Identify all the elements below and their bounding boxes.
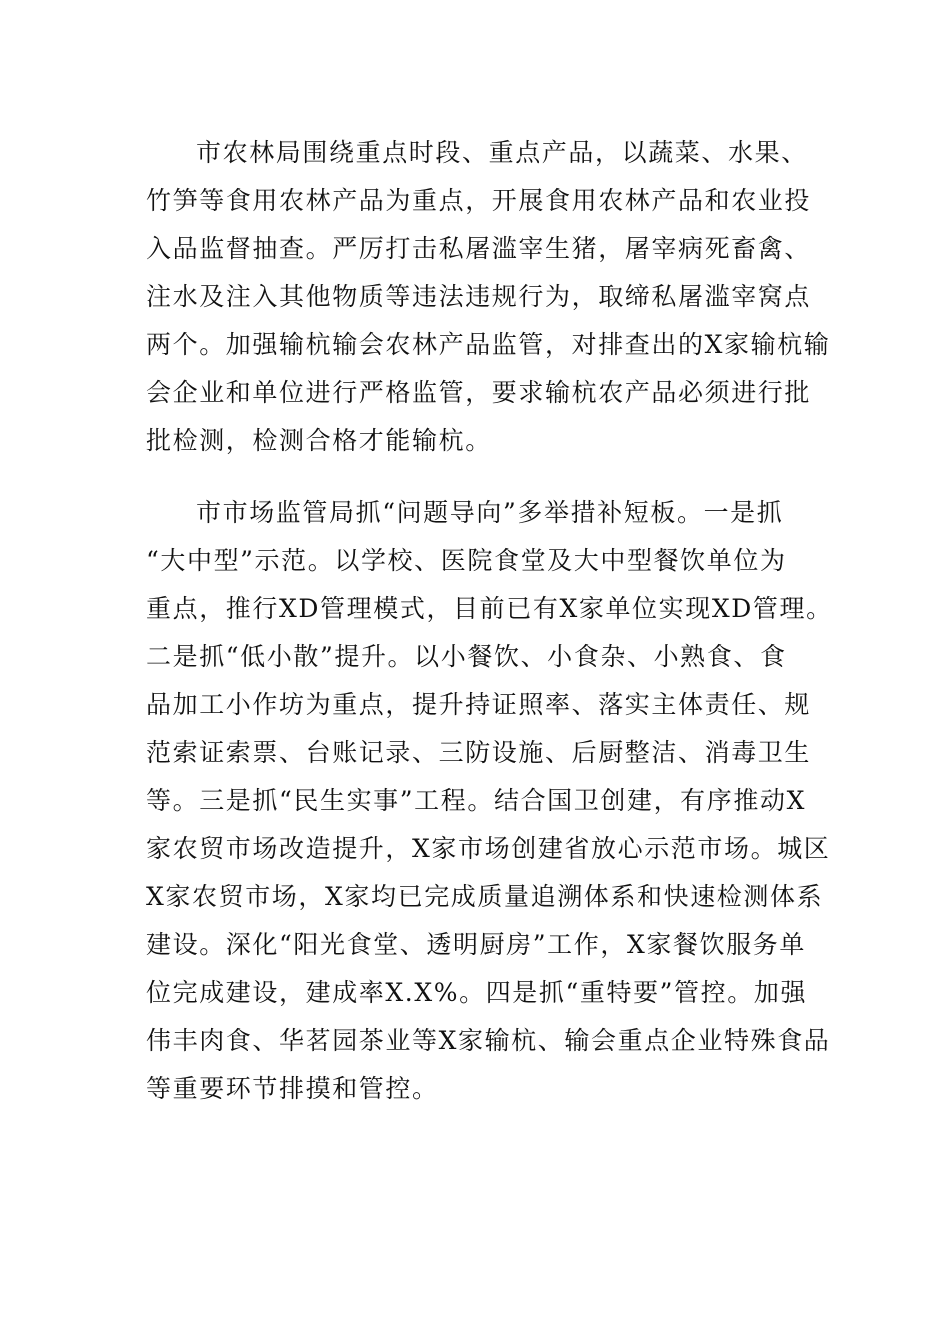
paragraph-line: “大中型”示范。以学校、医院食堂及大中型餐饮单位为 (146, 546, 787, 575)
paragraph-line: X家农贸市场，X家均已完成质量追溯体系和快速检测体系 (146, 882, 824, 911)
paragraph-line: 重点，推行XD管理模式，目前已有X家单位实现XD管理。 (146, 594, 833, 623)
paragraph-line: 入品监督抽查。严厉打击私屠滥宰生猪，屠宰病死畜禽、 (146, 234, 812, 263)
paragraph-line: 市农林局围绕重点时段、重点产品，以蔬菜、水果、 (196, 138, 808, 167)
paragraph-line: 两个。加强输杭输会农林产品监管，对排查出的X家输杭输 (146, 330, 831, 359)
paragraph-line: 位完成建设，建成率X.X%。四是抓“重特要”管控。加强 (146, 978, 808, 1007)
paragraph-line: 批检测，检测合格才能输杭。 (146, 426, 492, 455)
paragraph-line: 等。三是抓“民生实事”工程。结合国卫创建，有序推动X (146, 786, 806, 815)
paragraph-line: 二是抓“低小散”提升。以小餐饮、小食杂、小熟食、食 (146, 642, 787, 671)
paragraph-line: 市市场监管局抓“问题导向”多举措补短板。一是抓 (196, 498, 784, 527)
paragraph-line: 伟丰肉食、华茗园茶业等X家输杭、输会重点企业特殊食品 (146, 1026, 831, 1055)
paragraph-line: 注水及注入其他物质等违法违规行为，取缔私屠滥宰窝点 (146, 282, 812, 311)
paragraph-line: 竹笋等食用农林产品为重点，开展食用农林产品和农业投 (146, 186, 812, 215)
paragraph-line: 等重要环节排摸和管控。 (146, 1074, 439, 1103)
paragraph-line: 品加工小作坊为重点，提升持证照率、落实主体责任、规 (146, 690, 812, 719)
paragraph-line: 会企业和单位进行严格监管，要求输杭农产品必须进行批 (146, 378, 812, 407)
paragraph-line: 家农贸市场改造提升，X家市场创建省放心示范市场。城区 (146, 834, 831, 863)
paragraph-line: 建设。深化“阳光食堂、透明厨房”工作，X家餐饮服务单 (146, 930, 806, 959)
paragraph-line: 范索证索票、台账记录、三防设施、后厨整洁、消毒卫生 (146, 738, 812, 767)
